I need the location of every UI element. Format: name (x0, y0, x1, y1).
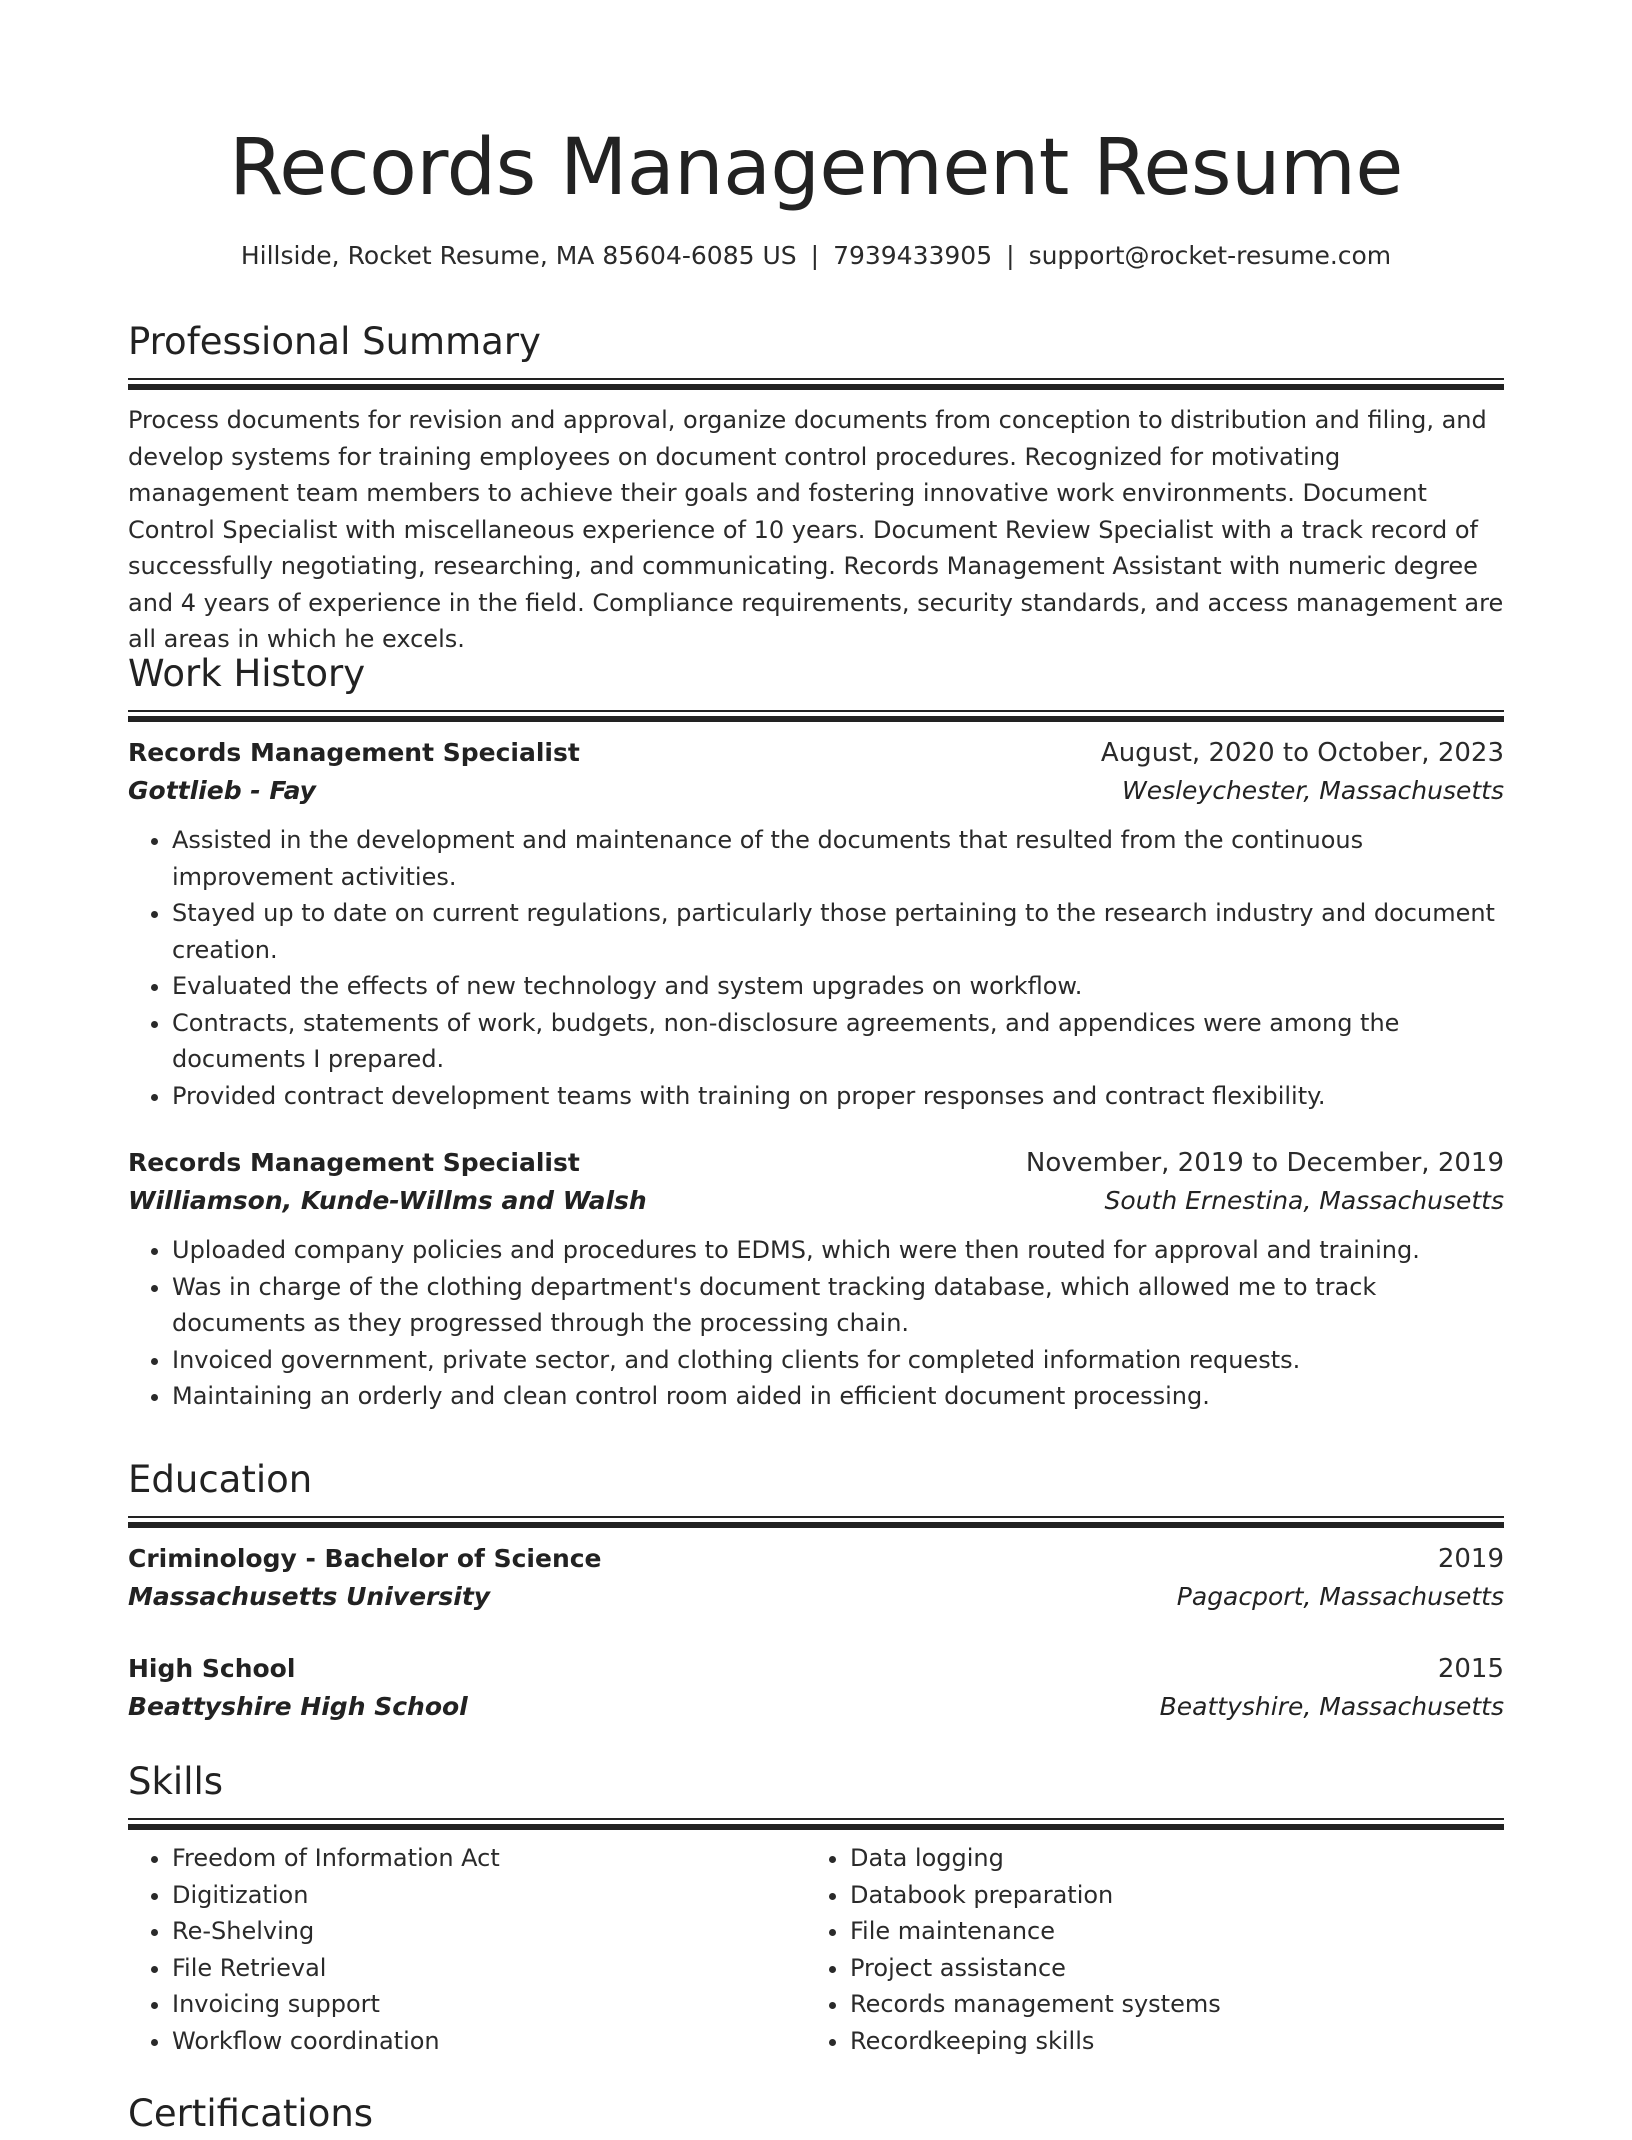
contact-separator: | (1006, 241, 1015, 270)
contact-separator: | (810, 241, 820, 270)
job-bullet: • Provided contract development teams with training on proper responses and contract flexibility. (172, 1078, 1504, 1115)
skill-item: • Project assistance (850, 1950, 1484, 1987)
skill-item: • Invoicing support (172, 1986, 806, 2023)
education-header (128, 1540, 1504, 1578)
job-bullet: • Invoiced government, private sector, and clothing clients for completed information requests. (172, 1342, 1504, 1379)
job-bullet: • Evaluated the effects of new technology and system upgrades on workflow. (172, 968, 1504, 1005)
contact-address: Hillside, Rocket Resume, MA 85604-6085 US (240, 241, 797, 270)
job-header (128, 1144, 1504, 1182)
skills-grid (128, 1840, 1504, 2059)
job-bullet: • Stayed up to date on current regulations, particularly those pertaining to the research industry and document creation. (172, 895, 1504, 968)
section-title-work-history: Work History (128, 652, 366, 695)
education-subheader (128, 1578, 1504, 1616)
skill-item: • Records management systems (850, 1986, 1484, 2023)
skill-item: • File Retrieval (172, 1950, 806, 1987)
job-subheader (128, 772, 1504, 810)
job-bullets (128, 1232, 1504, 1415)
skill-item: • Workflow coordination (172, 2023, 806, 2060)
contact-line (128, 238, 1504, 274)
education-subheader (128, 1688, 1504, 1726)
section-title-certifications: Certifications (128, 2092, 374, 2135)
job-dates: November, 2019 to December, 2019 (1025, 1148, 1504, 1178)
section-title-summary: Professional Summary (128, 320, 541, 363)
job-entry (128, 1144, 1504, 1415)
job-title: Records Management Specialist (128, 1148, 580, 1177)
job-location: Wesleychester, Massachusetts (1121, 776, 1504, 805)
job-subheader (128, 1182, 1504, 1220)
job-bullet: • Assisted in the development and maintenance of the documents that resulted from the continuous improvement activities. (172, 822, 1504, 895)
job-entry (128, 734, 1504, 1114)
education-degree: Criminology - Bachelor of Science (128, 1544, 602, 1573)
contact-phone: 7939433905 (833, 241, 993, 270)
resume-title: Records Management Resume (229, 123, 1403, 213)
job-company: Williamson, Kunde-Willms and Walsh (128, 1186, 647, 1215)
section-title-education: Education (128, 1458, 313, 1501)
skill-item: • Freedom of Information Act (172, 1840, 806, 1877)
education-location: Pagacport, Massachusetts (1176, 1582, 1504, 1611)
education-school: Massachusetts University (128, 1582, 491, 1611)
skill-item: • Recordkeeping skills (850, 2023, 1484, 2060)
work-history-section (128, 648, 1504, 1415)
job-location: South Ernestina, Massachusetts (1104, 1186, 1504, 1215)
education-year: 2015 (1437, 1654, 1504, 1684)
education-section (128, 1454, 1504, 1726)
education-degree: High School (128, 1654, 296, 1683)
skill-item: • Data logging (850, 1840, 1484, 1877)
section-divider (128, 378, 1504, 390)
skill-item: • Re-Shelving (172, 1913, 806, 1950)
job-bullets (128, 822, 1504, 1114)
section-divider (128, 710, 1504, 722)
education-header (128, 1650, 1504, 1688)
education-location: Beattyshire, Massachusetts (1159, 1692, 1504, 1721)
skill-item: • Digitization (172, 1877, 806, 1914)
section-divider (128, 1516, 1504, 1528)
education-entry (128, 1650, 1504, 1726)
job-dates: August, 2020 to October, 2023 (1100, 738, 1504, 768)
job-bullet: • Uploaded company policies and procedures to EDMS, which were then routed for approval and training. (172, 1232, 1504, 1269)
skills-column-left (128, 1840, 806, 2059)
section-divider (128, 1818, 1504, 1830)
summary-section (128, 316, 1504, 658)
education-entry (128, 1540, 1504, 1616)
section-title-skills: Skills (128, 1760, 224, 1803)
contact-email: support@rocket-resume.com (1028, 241, 1392, 270)
skills-column-right (806, 1840, 1484, 2059)
skill-item: • File maintenance (850, 1913, 1484, 1950)
job-company: Gottlieb - Fay (128, 776, 316, 805)
job-header (128, 734, 1504, 772)
skills-section (128, 1756, 1504, 2059)
job-bullet: • Was in charge of the clothing department's document tracking database, which allowed me to track documents as they progressed through the processing chain. (172, 1269, 1504, 1342)
job-title: Records Management Specialist (128, 738, 580, 767)
certifications-section (128, 2088, 1504, 2140)
job-bullet: • Contracts, statements of work, budgets, non-disclosure agreements, and appendices were among the documents I prepared. (172, 1005, 1504, 1078)
education-year: 2019 (1437, 1544, 1504, 1574)
summary-text: Process documents for revision and approval, organize documents from conception to distribution and filing, and develop systems for training employees on document control procedures. Recognized for motivating management team members to achieve their goals and fostering innovative work environments. Document Control Specialist with miscellaneous experience of 10 years. Document Review Specialist with a track record of successfully negotiating, researching, and communicating. Records Management Assistant with numeric degree and 4 years of experience in the field. Compliance requirements, security standards, and access management are all areas in which he excels. (128, 406, 1504, 653)
skill-item: • Databook preparation (850, 1877, 1484, 1914)
job-bullet: • Maintaining an orderly and clean control room aided in efficient document processing. (172, 1378, 1504, 1415)
education-school: Beattyshire High School (128, 1692, 468, 1721)
